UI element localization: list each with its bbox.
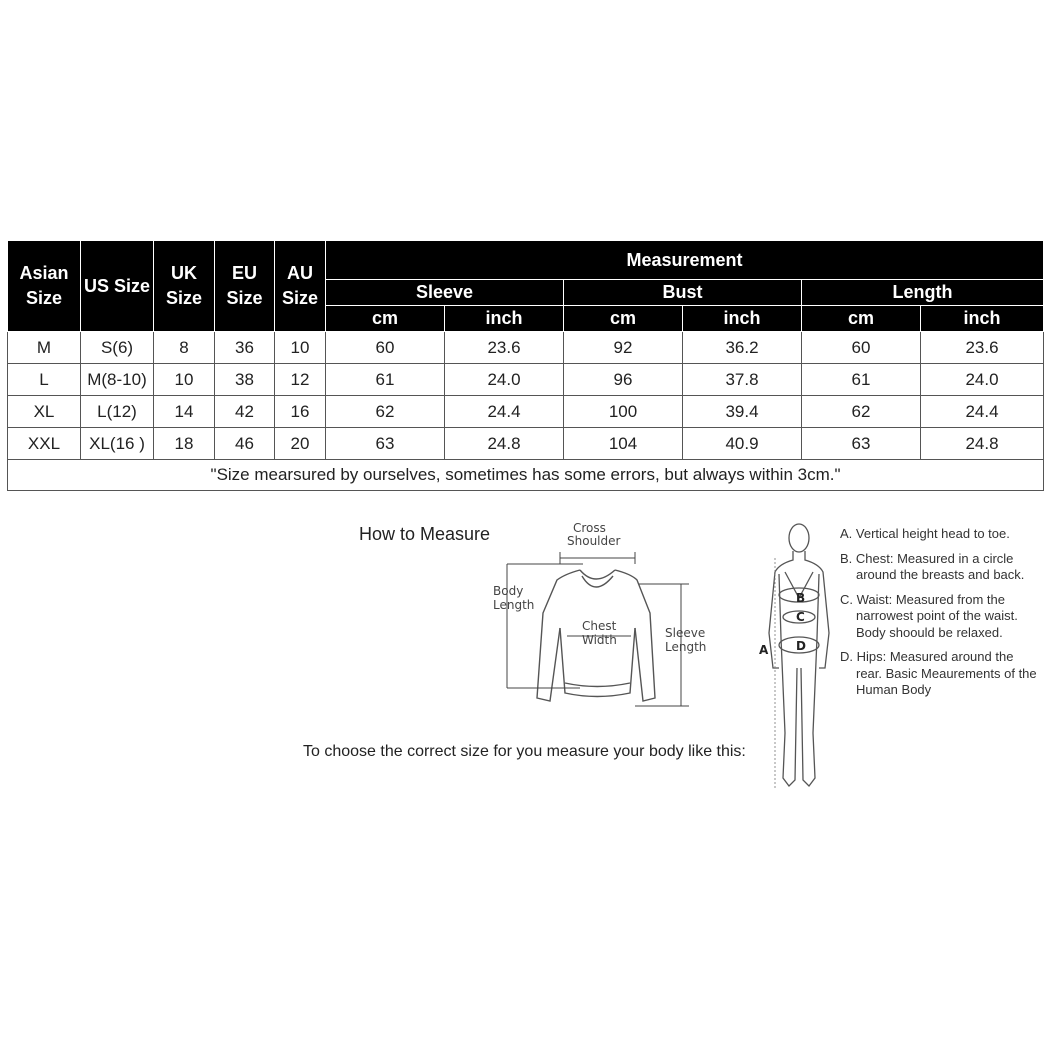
table-cell: 60	[802, 332, 921, 364]
label-d: D	[796, 639, 806, 653]
header-sleeve-cm: cm	[326, 306, 445, 332]
table-cell: 24.0	[445, 364, 564, 396]
table-cell: 61	[326, 364, 445, 396]
table-cell: 18	[154, 428, 215, 460]
header-bust-cm: cm	[564, 306, 683, 332]
how-to-measure-title: How to Measure	[359, 524, 491, 544]
header-us-size: US Size	[81, 241, 154, 332]
table-cell: 63	[326, 428, 445, 460]
header-length: Length	[802, 280, 1044, 306]
measurement-notes	[840, 526, 1040, 707]
table-cell: 16	[275, 396, 326, 428]
label-chest: Chest	[582, 619, 617, 633]
table-cell: 23.6	[921, 332, 1044, 364]
label-c: C	[796, 610, 805, 624]
label-body: Body	[493, 584, 524, 598]
note-b: B. Chest: Measured in a circle around the breasts and back.	[840, 550, 1025, 582]
note-c: C. Waist: Measured from the narrowest point of the waist. Body shoould be relaxed.	[840, 591, 1018, 640]
table-cell: L	[8, 364, 81, 396]
table-cell: 24.4	[445, 396, 564, 428]
header-au-size: AU Size	[275, 241, 326, 332]
note-a: A. Vertical height head to toe.	[840, 526, 1010, 541]
table-cell: S(6)	[81, 332, 154, 364]
header-measurement: Measurement	[326, 241, 1044, 280]
label-body-length: Length	[493, 598, 535, 612]
table-cell: 24.0	[921, 364, 1044, 396]
header-eu-size: EU Size	[215, 241, 275, 332]
table-cell: 10	[275, 332, 326, 364]
label-sleeve: Sleeve	[665, 626, 706, 640]
table-cell: M(8-10)	[81, 364, 154, 396]
table-cell: 61	[802, 364, 921, 396]
table-cell: 40.9	[683, 428, 802, 460]
table-cell: 14	[154, 396, 215, 428]
table-cell: 24.8	[921, 428, 1044, 460]
header-length-cm: cm	[802, 306, 921, 332]
table-cell: 63	[802, 428, 921, 460]
size-chart-table	[7, 240, 1044, 491]
table-row	[8, 396, 1044, 428]
table-cell: 24.8	[445, 428, 564, 460]
table-cell: 60	[326, 332, 445, 364]
table-cell: 104	[564, 428, 683, 460]
table-cell: M	[8, 332, 81, 364]
header-bust: Bust	[564, 280, 802, 306]
header-length-inch: inch	[921, 306, 1044, 332]
table-cell: 39.4	[683, 396, 802, 428]
body-outline	[769, 524, 829, 786]
header-uk-size: UK Size	[154, 241, 215, 332]
header-bust-inch: inch	[683, 306, 802, 332]
choose-size-instruction: To choose the correct size for you measure your body like this:	[303, 743, 746, 760]
table-cell: 20	[275, 428, 326, 460]
label-shoulder: Shoulder	[567, 534, 621, 548]
table-cell: 12	[275, 364, 326, 396]
table-cell: XXL	[8, 428, 81, 460]
table-cell: 100	[564, 396, 683, 428]
table-cell: 36.2	[683, 332, 802, 364]
note-d: D. Hips: Measured around the rear. Basic Meaurements of the Human Body	[840, 649, 1037, 697]
table-row	[8, 428, 1044, 460]
header-sleeve-inch: inch	[445, 306, 564, 332]
header-asian-size: Asian Size	[8, 241, 81, 332]
table-cell: 8	[154, 332, 215, 364]
table-cell: 46	[215, 428, 275, 460]
table-note: "Size mearsured by ourselves, sometimes has some errors, but always within 3cm."	[8, 460, 1044, 491]
table-cell: 92	[564, 332, 683, 364]
shirt-measure-diagram	[485, 518, 715, 718]
table-cell: 10	[154, 364, 215, 396]
table-row	[8, 364, 1044, 396]
body-figure-diagram	[755, 518, 837, 798]
table-cell: 62	[326, 396, 445, 428]
table-cell: 38	[215, 364, 275, 396]
table-cell: 36	[215, 332, 275, 364]
label-chest-width: Width	[582, 633, 617, 647]
table-cell: XL(16 )	[81, 428, 154, 460]
table-cell: 23.6	[445, 332, 564, 364]
table-cell: 96	[564, 364, 683, 396]
table-cell: 37.8	[683, 364, 802, 396]
label-cross: Cross	[573, 521, 606, 535]
table-note-row	[8, 460, 1044, 491]
table-cell: L(12)	[81, 396, 154, 428]
label-sleeve-length: Length	[665, 640, 707, 654]
label-a: A	[759, 643, 769, 657]
table-cell: 62	[802, 396, 921, 428]
table-cell: 24.4	[921, 396, 1044, 428]
label-b: B	[796, 591, 806, 605]
table-cell: 42	[215, 396, 275, 428]
table-cell: XL	[8, 396, 81, 428]
table-row	[8, 332, 1044, 364]
header-sleeve: Sleeve	[326, 280, 564, 306]
